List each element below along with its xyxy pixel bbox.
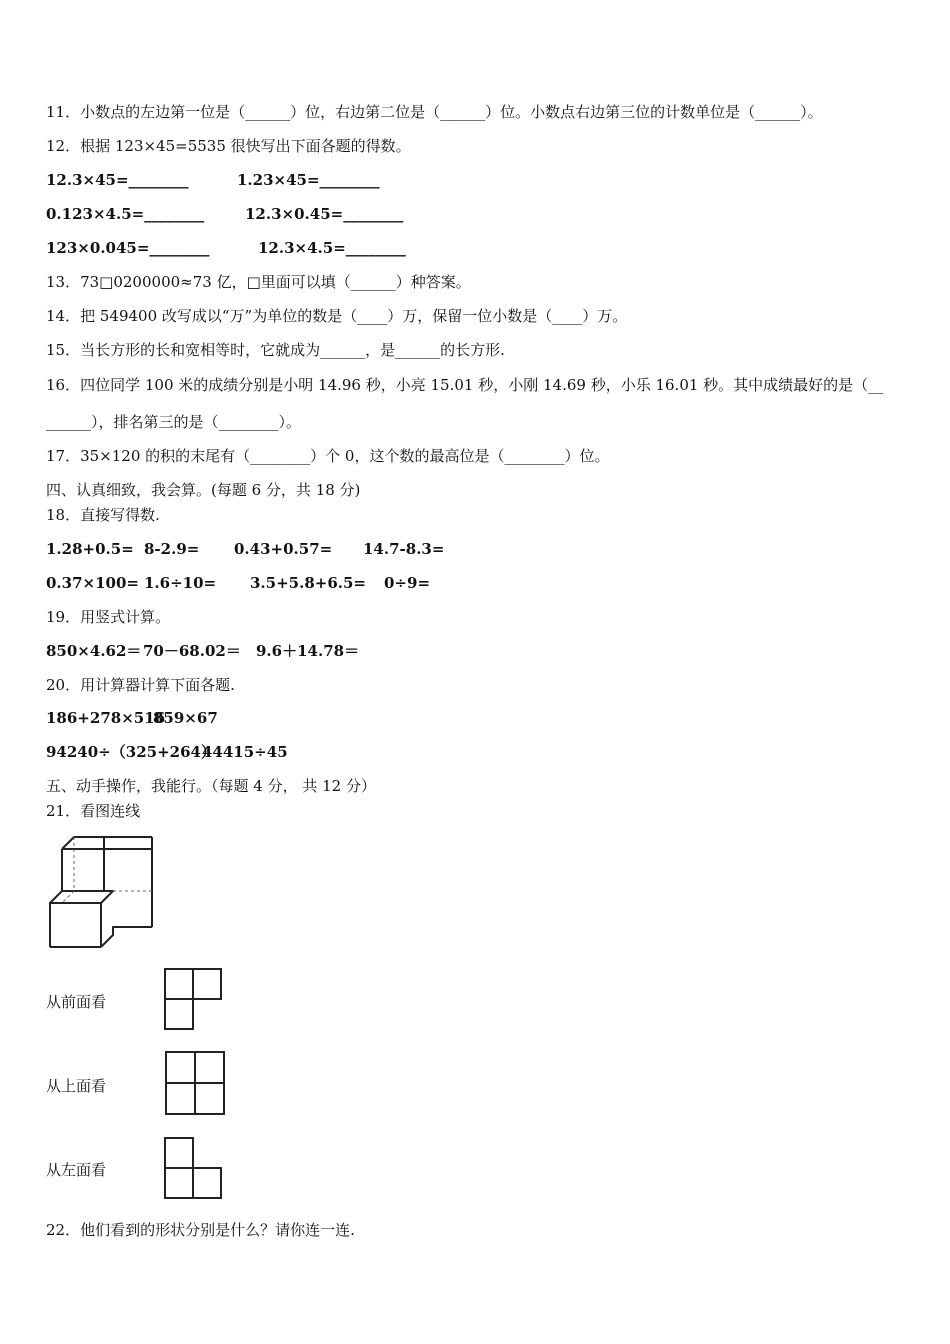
left-view-shape bbox=[163, 1136, 225, 1202]
question-13: 13．73□0200000≈73 亿，□里面可以填（______）种答案。 bbox=[46, 273, 471, 291]
q12-row-1 bbox=[46, 170, 380, 190]
section-5-heading: 五、动手操作，我能行。（每题 4 分， 共 12 分） bbox=[46, 777, 376, 795]
question-19: 19．用竖式计算。 bbox=[46, 608, 171, 626]
calc-item: 1.6÷10= bbox=[144, 574, 217, 592]
calc-item: 70－68.02＝ bbox=[143, 642, 241, 660]
q18-row-1 bbox=[46, 539, 444, 559]
calc-item: 8-2.9= bbox=[144, 540, 200, 558]
calc-item: 0.37×100= bbox=[46, 574, 139, 592]
question-12: 12．根据 123×45=5535 很快写出下面各题的得数。 bbox=[46, 137, 411, 155]
q18-row-2 bbox=[46, 573, 430, 593]
view-label-left: 从左面看 bbox=[46, 1161, 107, 1179]
q12-item: 12.3×45=________ bbox=[46, 171, 189, 189]
question-21: 21．看图连线 bbox=[46, 802, 141, 820]
front-view-shape bbox=[163, 967, 225, 1033]
view-label-top: 从上面看 bbox=[46, 1077, 107, 1095]
question-20: 20．用计算器计算下面各题. bbox=[46, 676, 235, 694]
q20-row-1 bbox=[46, 708, 218, 728]
calc-item: 94240÷（325+264） bbox=[46, 743, 216, 761]
calc-item: 9.6＋14.78＝ bbox=[256, 642, 360, 660]
question-22: 22．他们看到的形状分别是什么？请你连一连. bbox=[46, 1221, 355, 1239]
section-4-heading: 四、认真细致，我会算。(每题 6 分，共 18 分) bbox=[46, 481, 361, 499]
calc-item: 186+278×516 bbox=[46, 709, 166, 727]
q12-item: 123×0.045=________ bbox=[46, 239, 210, 257]
calc-item: 14.7-8.3= bbox=[363, 540, 445, 558]
question-15: 15．当长方形的长和宽相等时，它就成为______，是______的长方形. bbox=[46, 341, 505, 359]
calc-item: 0.43+0.57= bbox=[234, 540, 333, 558]
calc-item: 1.28+0.5= bbox=[46, 540, 134, 558]
q19-row bbox=[46, 641, 359, 661]
question-17: 17．35×120 的积的末尾有（________）个 0，这个数的最高位是（________）位。 bbox=[46, 447, 610, 465]
question-16-line-2: ______），排名第三的是（________）。 bbox=[46, 413, 302, 431]
question-14: 14．把 549400 改写成以“万”为单位的数是（____）万，保留一位小数是（____）万。 bbox=[46, 307, 628, 325]
question-16-line-1: 16．四位同学 100 米的成绩分别是小明 14.96 秒，小亮 15.01 秒，小刚 14.69 秒，小乐 16.01 秒。其中成绩最好的是（__ bbox=[46, 376, 884, 394]
q12-row-2 bbox=[46, 204, 403, 224]
view-label-front: 从前面看 bbox=[46, 993, 107, 1011]
q12-item: 1.23×45=________ bbox=[237, 171, 380, 189]
calc-item: 3.5+5.8+6.5= bbox=[250, 574, 366, 592]
q12-row-3 bbox=[46, 238, 406, 258]
top-view-shape bbox=[164, 1050, 228, 1118]
calc-item: 859×67 bbox=[153, 709, 218, 727]
q20-row-2 bbox=[46, 742, 288, 762]
q12-item: 12.3×0.45=________ bbox=[245, 205, 404, 223]
q12-item: 0.123×4.5=________ bbox=[46, 205, 205, 223]
question-18: 18．直接写得数. bbox=[46, 506, 160, 524]
calc-item: 44415÷45 bbox=[202, 743, 288, 761]
cube-stack-figure bbox=[44, 835, 160, 953]
calc-item: 0÷9= bbox=[384, 574, 431, 592]
q12-item: 12.3×4.5=________ bbox=[258, 239, 406, 257]
question-11: 11．小数点的左边第一位是（______）位，右边第二位是（______）位。小数点右边第三位的计数单位是（______）。 bbox=[46, 103, 823, 121]
calc-item: 850×4.62＝ bbox=[46, 642, 142, 660]
